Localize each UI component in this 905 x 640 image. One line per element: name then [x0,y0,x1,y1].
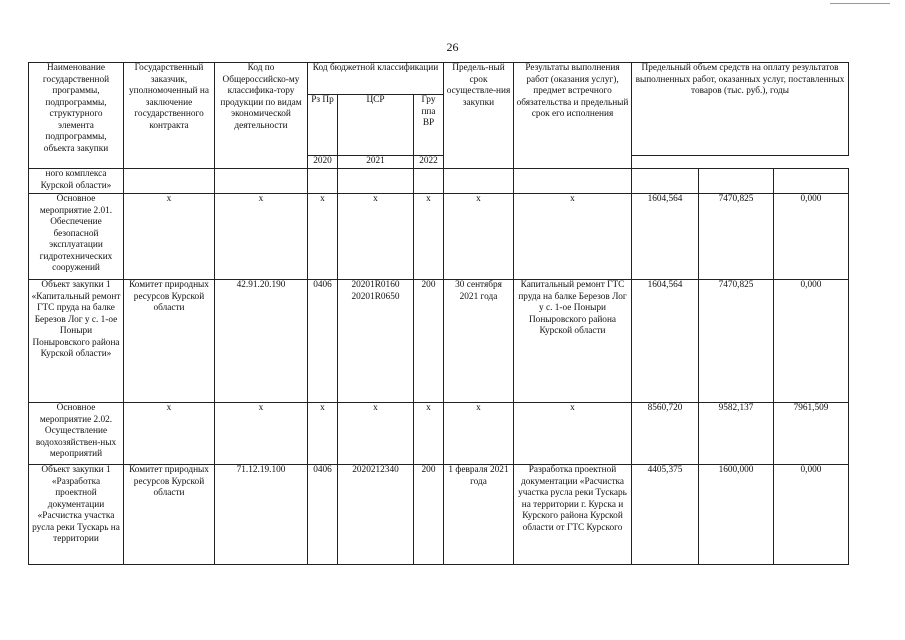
cell-2022 [774,169,849,194]
cell-rzpr [308,169,338,194]
table-row [29,194,849,280]
cell-2022: 7961,509 [774,403,849,465]
page-number: 26 [446,40,459,54]
table-row [29,280,849,403]
cell-2021: 7470,825 [699,194,774,280]
header-budget-code: Код бюджетной классификации [308,63,444,95]
table-row [29,169,849,194]
cell-csr [338,169,414,194]
cell-rzpr: 0406 [308,280,338,403]
header-name: Наименование государственной программы, подпрограммы, структурного элемента подпрограммы, объекта закупки [29,63,124,169]
cell-name: Объект закупки 1 «Капитальный ремонт ГТС пруда на балке Березов Лог у с. 1-ое Поныри Поныровского района Курской области» [29,280,124,403]
cell-2020: 1604,564 [632,280,699,403]
cell-vr: x [414,194,444,280]
cell-customer: Комитет природных ресурсов Курской области [124,280,215,403]
header-deadline: Предель-ный срок осуществле-ния закупки [444,63,514,169]
cell-2021 [699,169,774,194]
header-rzpr: Рз Пр [308,95,338,156]
cell-customer: x [124,403,215,465]
cell-deadline: x [444,194,514,280]
cell-deadline: 1 февраля 2021 года [444,465,514,565]
cell-2022: 0,000 [774,194,849,280]
header-year-2021: 2021 [338,156,414,169]
cell-2020: 8560,720 [632,403,699,465]
cell-deadline: 30 сентября 2021 года [444,280,514,403]
header-csr: ЦСР [338,95,414,156]
cell-csr: x [338,403,414,465]
cell-result: x [514,194,632,280]
cell-vr [414,169,444,194]
header-year-2020: 2020 [308,156,338,169]
table-row [29,465,849,565]
cell-okpd: 71.12.19.100 [215,465,308,565]
cell-2020: 1604,564 [632,194,699,280]
cell-name: Основное мероприятие 2.01. Обеспечение безопасной эксплуатации гидротехнических сооружений [29,194,124,280]
cell-result: Разработка проектной документации «Расчистка участка русла реки Тускарь на территории г. Курска и Курского района Курской области от ГТС Курского [514,465,632,565]
cell-rzpr: 0406 [308,465,338,565]
cell-okpd: x [215,403,308,465]
cell-csr: x [338,194,414,280]
cell-okpd: 42.91.20.190 [215,280,308,403]
cell-customer [124,169,215,194]
cell-2020 [632,169,699,194]
header-year-2022: 2022 [414,156,444,169]
cell-2022: 0,000 [774,280,849,403]
cell-name: Объект закупки 1 «Разработка проектной документации «Расчистка участка русла реки Тускарь на территории [29,465,124,565]
cell-result: x [514,403,632,465]
cell-csr: 20201R0160 20201R0650 [338,280,414,403]
header-okpd: Код по Общероссийско-му классифика-тору продукции по видам экономической деятельности [215,63,308,169]
cell-csr: 2020212340 [338,465,414,565]
cell-customer: x [124,194,215,280]
cell-2020: 4405,375 [632,465,699,565]
header-row [29,63,849,95]
header-customer: Государственный заказчик, уполномоченный на заключение государственного контракта [124,63,215,169]
cell-vr: 200 [414,280,444,403]
cell-2021: 1600,000 [699,465,774,565]
header-rule [830,3,890,4]
cell-okpd: x [215,194,308,280]
cell-2022: 0,000 [774,465,849,565]
header-volume: Предельный объем средств на оплату результатов выполненных работ, оказанных услуг, поставленных товаров (тыс. руб.), годы [632,63,849,156]
cell-result [514,169,632,194]
table-row [29,403,849,465]
cell-vr: 200 [414,465,444,565]
cell-okpd [215,169,308,194]
cell-name: Основное мероприятие 2.02. Осуществление водохозяйствен-ных мероприятий [29,403,124,465]
cell-rzpr: x [308,194,338,280]
header-results: Результаты выполнения работ (оказания услуг), предмет встречного обязательства и предельный срок его исполнения [514,63,632,169]
header-vr: Гру ппа ВР [414,95,444,156]
cell-customer: Комитет природных ресурсов Курской области [124,465,215,565]
procurement-table [28,62,849,565]
cell-deadline: x [444,403,514,465]
cell-deadline [444,169,514,194]
cell-rzpr: x [308,403,338,465]
cell-2021: 7470,825 [699,280,774,403]
cell-name: ного комплекса Курской области» [29,169,124,194]
cell-2021: 9582,137 [699,403,774,465]
cell-vr: x [414,403,444,465]
cell-result: Капитальный ремонт ГТС пруда на балке Березов Лог у с. 1-ое Поныри Поныровского района Курской области [514,280,632,403]
